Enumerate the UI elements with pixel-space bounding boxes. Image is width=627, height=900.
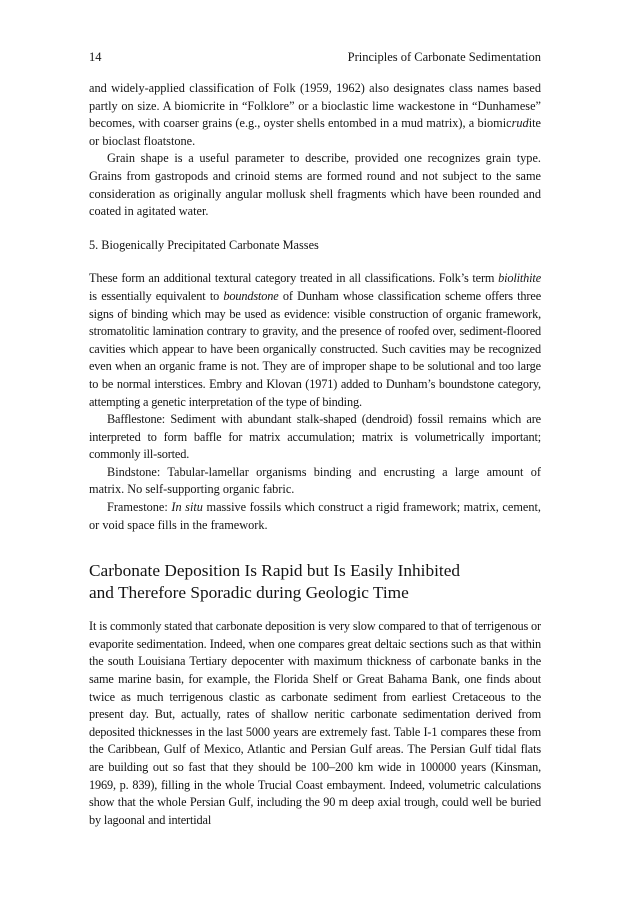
main-text (89, 80, 541, 829)
section-heading-line1: Carbonate Deposition Is Rapid but Is Easily Inhibited (89, 561, 461, 581)
subsection-heading: 5. Biogenically Precipitated Carbonate Masses (89, 237, 319, 252)
section-heading (89, 560, 541, 604)
running-header (89, 49, 541, 65)
paragraph-bafflestone: Bafflestone: Sediment with abundant stalk-shaped (dendroid) fossil remains which are interpreted to form baffle for matrix accumulation; matrix is volumetrically important; commonly ill-sorted. (89, 412, 541, 462)
section-heading-line2: and Therefore Sporadic during Geologic Time (89, 583, 409, 603)
running-title: Principles of Carbonate Sedimentation (347, 50, 541, 64)
paragraph-bindstone: Bindstone: Tabular-lamellar organisms binding and encrusting a large amount of matrix. No self-supporting organic fabric. (89, 464, 541, 497)
paragraph-deposition-rates: It is commonly stated that carbonate deposition is very slow compared to that of terrigenous or evaporite sedimentation. Indeed, when one compares great deltaic sections such as that within the south Louisiana Tertiary depocenter with maximum thickness of carbonate banks in the same marine basin, for example, the Florida Shelf or Great Bahama Bank, one finds about twice as much terrigenous clastic as carbonate sediment from earliest Cretaceous to the present day. But, actually, rates of shallow neritic carbonate sedimentation derived from deposited thicknesses in the last 5000 years are extremely fast. Table I-1 compares these from the Caribbean, Gulf of Mexico, Atlantic and Persian Gulf areas. The Persian Gulf tidal flats are building out so fast that they should be 100–200 km wide in 100000 years (Kinsman, 1969, p. 839), filling in the whole Trucial Coast embayment. Indeed, volumetric calculations show that the whole Persian Gulf, including the 90 m deep axial trough, could well be buried by lagoonal and intertidal (89, 619, 541, 827)
paragraph-grain-shape: Grain shape is a useful parameter to describe, provided one recognizes grain type. Grains from gastropods and crinoid stems are formed round and not subject to the same consideration as originally angular mollusk shell fragments which have been rounded and coated in agitated water. (89, 151, 541, 219)
paragraph-biogenic-masses: These form an additional textural category treated in all classifications. Folk’s term biolithite is essentially equivalent to boundstone of Dunham whose classification scheme offers three signs of binding which may be used as evidence: visible construction of organic framework, stromatolitic lamination contrary to gravity, and the presence of roofed over, sediment-floored cavities which appear to have been organically constructed. Such cavities may be recognized even when an organic frame is not. They are of improper shape to be solutional and too large to be normal interstices. Embry and Klovan (1971) added to Dunham’s boundstone category, attempting a genetic interpretation of the type of binding. (89, 271, 541, 409)
page-number: 14 (89, 50, 102, 64)
paragraph-folk-classification: and widely-applied classification of Folk (1959, 1962) also designates class names based partly on size. A biomicrite in “Folklore” or a bioclastic lime wackestone in “Dunhamese” becomes, with coarser grains (e.g., oyster shells entombed in a mud matrix), a biomicrudite or bioclast floatstone. (89, 81, 541, 148)
paragraph-framestone: Framestone: In situ massive fossils which construct a rigid framework; matrix, cement, or void space fills in the framework. (89, 500, 541, 532)
